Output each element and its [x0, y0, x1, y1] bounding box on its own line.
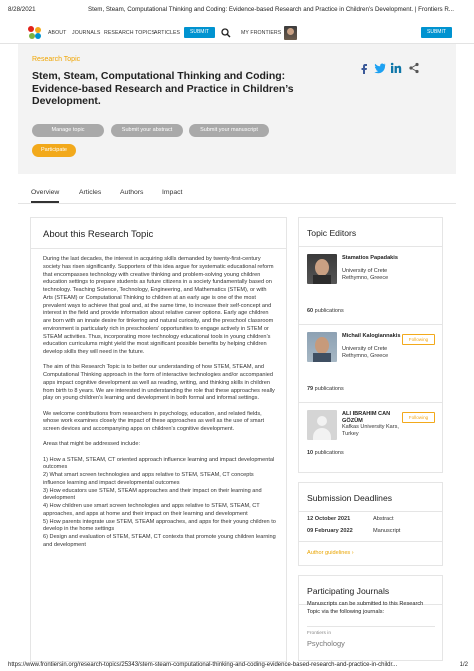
about-heading: About this Research Topic	[43, 229, 154, 240]
frontiers-logo[interactable]	[28, 26, 42, 40]
deadline-type: Manuscript	[373, 528, 401, 534]
print-header	[0, 0, 474, 18]
page-title: Stem, Steam, Computational Thinking and Coding: Evidence-based Research and Practice in Children’s Development.	[32, 70, 294, 107]
print-date: 8/28/2021	[8, 6, 36, 13]
deadlines-heading: Submission Deadlines	[307, 493, 393, 503]
top-navbar	[0, 22, 474, 44]
editor-photo-placeholder[interactable]	[307, 410, 337, 440]
manage-topic-button[interactable]: Manage topic	[32, 124, 104, 137]
tab-articles[interactable]: Articles	[79, 189, 102, 196]
about-paragraph: We welcome contributions from researchers in psychology, education, and related fields, whose work examines closely the impact of these approaches as well as the use of smart screen devices and accompanying apps on children’s cognitive development.	[43, 410, 265, 432]
submit-manuscript-button[interactable]: Submit your manuscript	[189, 124, 269, 137]
topic-editors-panel	[298, 217, 443, 473]
author-guidelines-link[interactable]: Author guidelines ›	[307, 550, 354, 556]
deadline-row	[307, 528, 401, 534]
editor-affiliation: University of Crete Rethymno, Greece	[342, 268, 389, 281]
editor-card	[307, 410, 437, 474]
nav-submit-right-button[interactable]: SUBMIT	[421, 27, 452, 38]
list-item: 4) How children use smart screen technologies and apps relative to STEM, STEAM, CT approaches, and apps at home and their impact on their learning and development	[43, 503, 260, 517]
journal-prefix: Frontiers in	[307, 631, 331, 636]
journals-heading: Participating Journals	[307, 586, 390, 596]
tab-overview[interactable]: Overview	[31, 189, 59, 203]
nav-articles[interactable]: ARTICLES	[154, 30, 181, 36]
facebook-icon[interactable]	[358, 62, 370, 74]
list-item: 3) How educators use STEM, STEAM approaches and their impact on their learning and development	[43, 487, 262, 502]
section-label: Research Topic	[32, 56, 81, 63]
about-paragraph: The aim of this Research Topic is to better our understanding of how STEM, STEAM, and Computational Thinking approach in the form of interactive technologies and/or accompanied apps impact cognitive development as well as reading, writing, and thinking skills in children from birth to 8 years. We are interested in understanding the role that these approaches really play on young children’s learning and development in both formal and informal settings.	[43, 364, 275, 402]
about-topic-panel	[30, 217, 287, 662]
deadline-date: 12 October 2021	[307, 516, 351, 522]
share-icon[interactable]	[408, 62, 420, 74]
nav-about[interactable]: ABOUT	[48, 30, 67, 36]
submission-deadlines-panel	[298, 482, 443, 566]
nav-submit-button[interactable]: SUBMIT	[184, 27, 215, 38]
list-item: 2) What smart screen technologies and apps relative to STEM, STEAM, CT concepts influence learning and impact developmental outcomes	[43, 472, 254, 486]
search-icon[interactable]	[221, 28, 231, 38]
print-title: Stem, Steam, Computational Thinking and Coding: Evidence-based Research and Practice in Children’s Development. | Frontiers R...	[88, 6, 454, 13]
editor-affiliation: Kafkas University Kars, Turkey	[342, 424, 399, 437]
print-url: https://www.frontiersin.org/research-topics/25343/stem-steam-computational-thinking-and-coding-evidence-based-research-and-practice-in-childr...	[8, 662, 398, 668]
following-button[interactable]: Following	[402, 334, 435, 345]
editor-card	[307, 332, 437, 396]
tab-impact[interactable]: Impact	[162, 189, 183, 196]
list-item: 5) How parents integrate use STEM, STEAM approaches, and apps for their young children to develop in the home settings	[43, 518, 276, 533]
user-avatar[interactable]	[284, 26, 297, 40]
editor-name[interactable]: Michail Kalogiannakis	[342, 333, 401, 339]
journal-name: Psychology	[307, 639, 345, 648]
editor-publications: 60 publications	[307, 308, 344, 314]
journals-intro: Manuscripts can be submitted to this Research Topic via the following journals:	[307, 601, 424, 615]
print-page-number: 1/2	[459, 662, 468, 668]
deadline-date: 09 February 2022	[307, 528, 353, 534]
tab-authors[interactable]: Authors	[120, 189, 144, 196]
list-item: 1) How a STEM, STEAM, CT oriented approach influence learning and impact developmental outcomes	[43, 456, 275, 471]
topic-tabs	[18, 186, 456, 204]
about-paragraph: During the last decades, the interest in acquiring skills demanded by twenty-first-century society has risen significantly. Supporters of this idea argue for systematic educational reform that encompasses technology with creative thinking and problem-solving young children education settings to prepare students as future citizens in a society fundamentally based on technology. Teaching Science, Technology, Engineering, and Mathematics (STEM), or with Arts (STEAM) or Computational Thinking to children at an early age is one of the most prevalent ways to achieve that goal and, at the same time, to increase their self-concept and interest in the field and provide information about relative career options. Early age children are born with an innate desire for tinkering and natural curiosity, and the preschool classroom environment is particularly rich in preschoolers’ opportunities to engage actively in STEM or STEAM activities. Thus, incorporating more technology educational tools in young children’s education curriculums might yield the most significant possible benefits by helping children develop skills they will need in the future.	[43, 256, 274, 355]
about-body	[43, 256, 277, 550]
nav-my-frontiers[interactable]: MY FRONTIERS	[241, 30, 282, 36]
editor-photo[interactable]	[307, 332, 337, 362]
editors-heading: Topic Editors	[307, 228, 357, 238]
editor-card	[307, 254, 437, 318]
print-footer	[0, 660, 474, 671]
editor-publications: 10 publications	[307, 450, 344, 456]
submit-abstract-button[interactable]: Submit your abstract	[111, 124, 183, 137]
nav-journals[interactable]: JOURNALS	[72, 30, 101, 36]
deadline-row	[307, 516, 394, 522]
participating-journals-panel	[298, 575, 443, 661]
participate-button[interactable]: Participate	[32, 144, 76, 157]
linkedin-icon[interactable]	[390, 62, 402, 74]
editor-photo[interactable]	[307, 254, 337, 284]
editor-name[interactable]: Stamatios Papadakis	[342, 255, 398, 261]
twitter-icon[interactable]	[374, 62, 386, 74]
list-item: 6) Design and evaluation of STEM, STEAM, CT contexts that promote young children learning and development	[43, 534, 276, 548]
editor-publications: 79 publications	[307, 386, 344, 392]
editor-name[interactable]: ALI IBRAHIM CAN GÖZÜM	[342, 411, 391, 424]
about-divider	[31, 248, 286, 249]
editor-affiliation: University of Crete Rethymno, Greece	[342, 346, 389, 359]
areas-list	[43, 457, 277, 550]
nav-research-topics[interactable]: RESEARCH TOPICS	[104, 30, 155, 36]
following-button[interactable]: Following	[402, 412, 435, 423]
topic-hero	[18, 44, 456, 174]
about-paragraph: Areas that might be addressed include:	[43, 441, 141, 448]
journal-card[interactable]	[307, 626, 435, 654]
deadline-type: Abstract	[373, 516, 394, 522]
